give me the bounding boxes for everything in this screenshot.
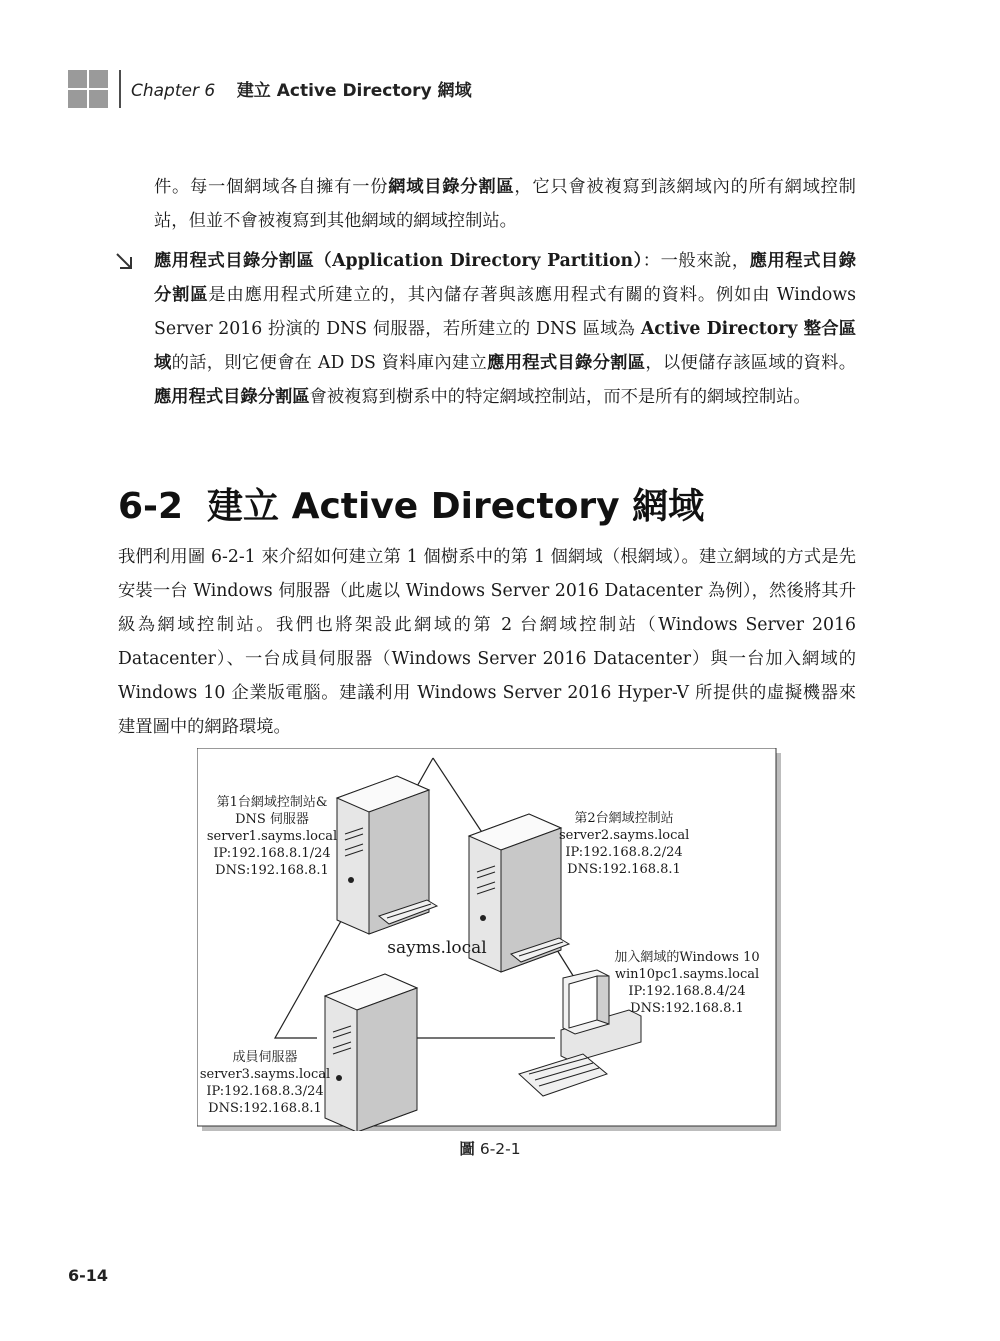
bullet-text: 的話，則它便會在 AD DS 資料庫內建立 xyxy=(171,353,488,373)
bullet-text: 是由應用程式所建立的，其內儲存著與該應用程式有關的資料。例如由 Windows Server 2016 扮演的 DNS 伺服器，若所建立的 DNS 區域為 xyxy=(154,285,856,339)
section-number: 6-2 xyxy=(118,486,184,527)
bullet-text: 會被複寫到樹系中的特定網域控制站，而不是所有的網域控制站。 xyxy=(309,387,811,407)
intro-bold-term: 網域目錄分割區 xyxy=(388,177,515,197)
client-label xyxy=(607,949,767,1017)
label-line: IP:192.168.8.3/24 xyxy=(206,1084,324,1099)
bullet-text: ：一般來說， xyxy=(642,251,750,271)
windows-logo-icon xyxy=(68,70,108,108)
running-header xyxy=(131,76,472,101)
label-line: 加入網域的Windows 10 xyxy=(614,950,760,965)
chapter-label: Chapter 6 xyxy=(131,81,216,101)
server3-label xyxy=(197,1049,333,1117)
bullet-paragraph xyxy=(154,244,856,414)
bullet-bold: 應用程式目錄分割區 xyxy=(154,387,310,407)
label-line: DNS:192.168.8.1 xyxy=(567,862,681,877)
bullet-term: 應用程式目錄分割區（Application Directory Partition） xyxy=(154,251,643,271)
network-diagram xyxy=(197,748,781,1131)
arrow-bullet-icon xyxy=(114,250,136,272)
bullet-text: ，以便儲存該區域的資料。 xyxy=(645,353,856,373)
label-line: IP:192.168.8.4/24 xyxy=(628,984,746,999)
intro-text-1: 件。每一個網域各自擁有一份 xyxy=(154,177,389,197)
server2-label xyxy=(559,810,689,878)
bullet-bold: 應用程式目錄分割區 xyxy=(154,251,856,305)
body-paragraph: 我們利用圖 6-2-1 來介紹如何建立第 1 個樹系中的第 1 個網域（根網域）。建立網域的方式是先安裝一台 Windows 伺服器（此處以 Windows Server 2016 Datacenter 為例），然後將其升級為網域控制站。我們也將架設此網域的第 2 台網域控制站（Windows Server 2016 Datacenter）、一台成員伺服器（Windows Server 2016 Datacenter）與一台加入網域的 Windows 10 企業版電腦。建議利用 Windows Server 2016 Hyper-V 所提供的虛擬機器來建置圖中的網路環境。 xyxy=(118,547,856,737)
server1-icon xyxy=(337,776,437,934)
label-line: DNS:192.168.8.1 xyxy=(215,863,329,878)
page-number: 6-14 xyxy=(68,1266,109,1285)
figure-caption xyxy=(0,1137,980,1159)
label-line: IP:192.168.8.1/24 xyxy=(213,846,331,861)
section-title: 建立 Active Directory 網域 xyxy=(207,486,705,527)
domain-label: sayms.local xyxy=(387,938,487,958)
label-line: server1.sayms.local xyxy=(206,829,338,844)
label-line: server2.sayms.local xyxy=(559,828,690,843)
server3-icon xyxy=(325,974,417,1131)
section-heading xyxy=(118,478,704,529)
label-line: 成員伺服器 xyxy=(232,1050,298,1065)
label-line: server3.sayms.local xyxy=(199,1067,331,1082)
header-divider xyxy=(119,70,121,108)
caption-number: 6-2-1 xyxy=(479,1140,521,1158)
intro-paragraph xyxy=(154,170,856,238)
chapter-title: 建立 Active Directory 網域 xyxy=(236,81,472,101)
server1-label xyxy=(200,794,344,879)
label-line: 第1台網域控制站& xyxy=(216,795,328,810)
label-line: DNS 伺服器 xyxy=(235,812,309,827)
label-line: DNS:192.168.8.1 xyxy=(208,1101,322,1116)
bullet-bold: 應用程式目錄分割區 xyxy=(487,353,646,373)
bullet-bold: Active Directory 整合區域 xyxy=(154,319,857,373)
caption-prefix: 圖 xyxy=(459,1140,475,1158)
label-line: IP:192.168.8.2/24 xyxy=(565,845,683,860)
label-line: win10pc1.sayms.local xyxy=(614,967,760,982)
label-line: DNS:192.168.8.1 xyxy=(630,1001,744,1016)
label-line: 第2台網域控制站 xyxy=(574,811,674,826)
intro-text-2: ，它只會被複寫到該網域內的所有網域控制站，但並不會被複寫到其他網域的網域控制站。 xyxy=(154,177,856,231)
